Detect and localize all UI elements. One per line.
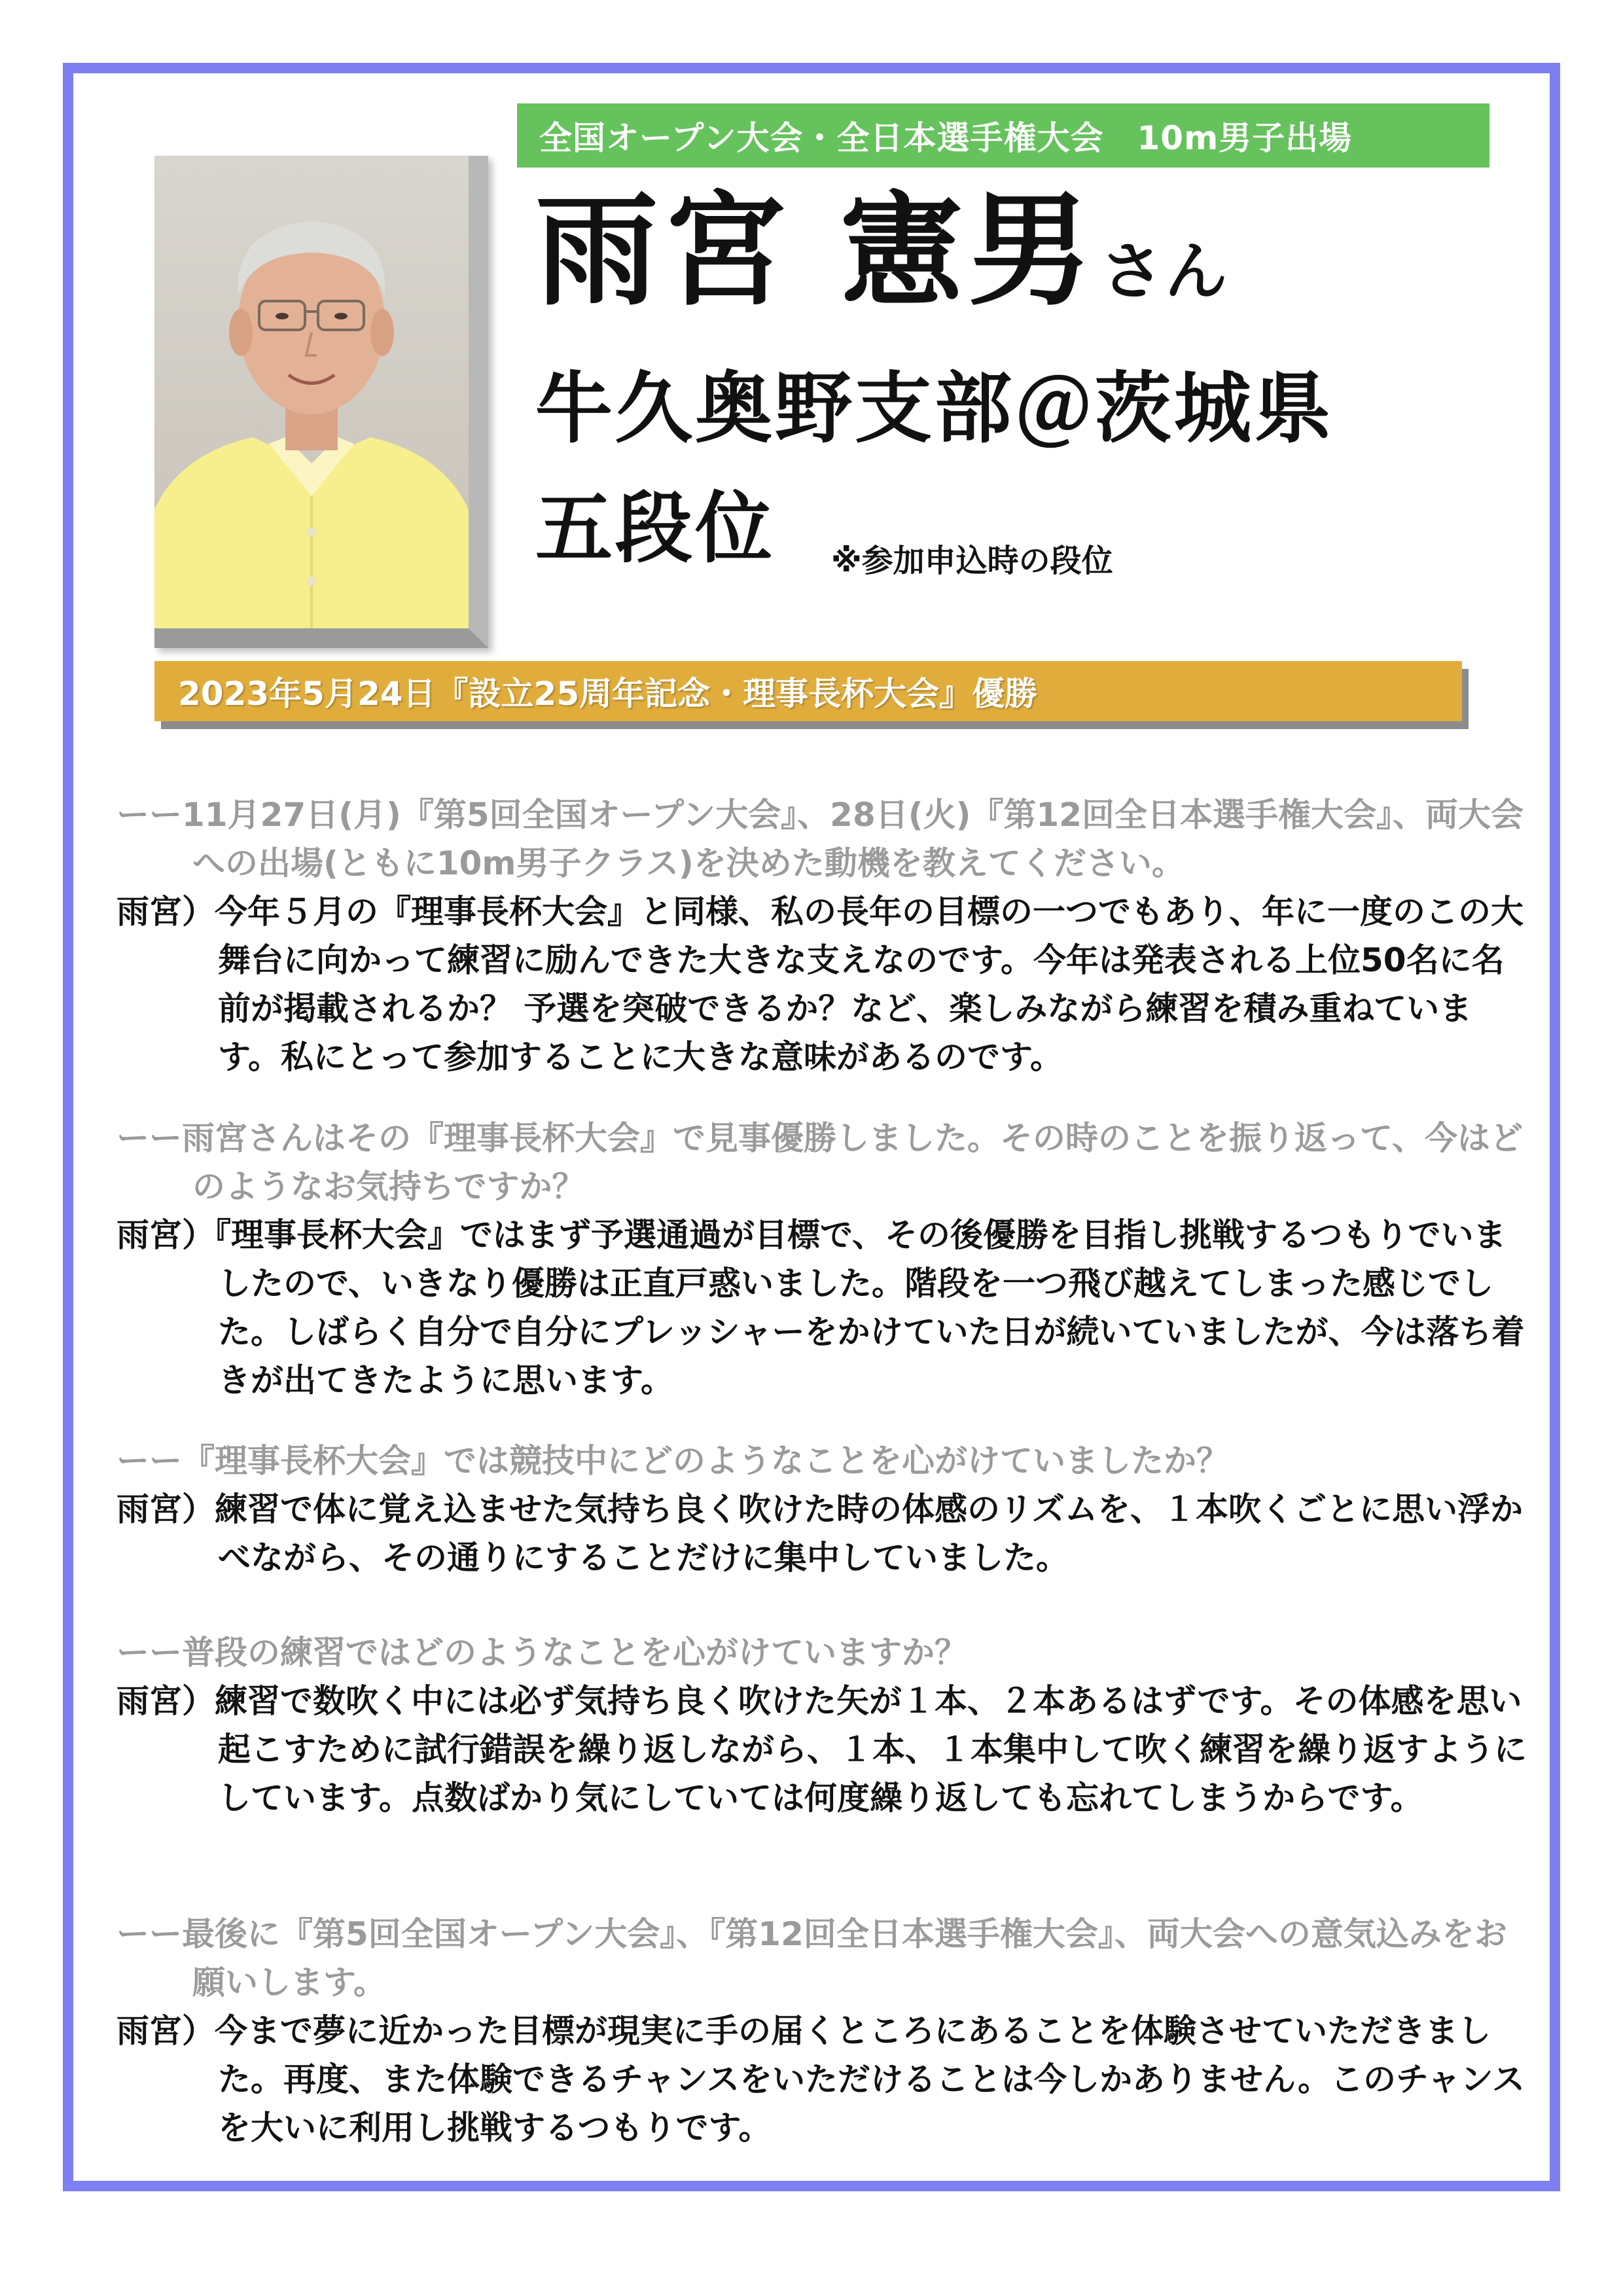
portrait-photo	[154, 156, 488, 648]
branch-location: 牛久奥野支部＠茨城県	[535, 363, 1334, 454]
qa-block	[116, 1910, 1530, 2152]
qa-block	[116, 1628, 1530, 1822]
person-name-text: 雨宮 憲男	[535, 179, 1097, 323]
interview-answer: 雨宮）『理事長杯大会』ではまず予選通過が目標で、その後優勝を目指し挑戦するつもりでいましたので、いきなり優勝は正直戸惑いました。階段を一つ飛び越えてしまった感じでした。しばらく自分で自分にプレッシャーをかけていた日が続いていましたが、今は落ち着きが出てきたように思います。	[116, 1216, 1525, 1399]
person-name	[535, 179, 1229, 323]
interview-answer: 雨宮）練習で数吹く中には必ず気持ち良く吹けた矢が１本、２本あるはずです。その体感を思い起こすために試行錯誤を繰り返しながら、１本、１本集中して吹く練習を繰り返すようにしています。点数ばかり気にしていては何度繰り返しても忘れてしまうからです。	[116, 1682, 1527, 1817]
qa-block	[116, 791, 1530, 1081]
interview-answer: 雨宮）今まで夢に近かった目標が現実に手の届くところにあることを体験させていただきました。再度、また体験できるチャンスをいただけることは今しかありません。このチャンスを大いに利用し挑戦するつもりです。	[116, 2012, 1525, 2147]
person-illustration-icon	[154, 156, 469, 628]
interview-question: ーー普段の練習ではどのようなことを心がけていますか？	[116, 1634, 967, 1672]
interview-question: ーー最後に『第5回全国オープン大会』、『第12回全日本選手権大会』、両大会への意気込みをお願いします。	[116, 1915, 1507, 2001]
rank-note: ※参加申込時の段位	[831, 543, 1113, 579]
qa-block	[116, 1437, 1530, 1582]
interview-question: ーー『理事長杯大会』では競技中にどのようなことを心がけていましたか？	[116, 1442, 1229, 1480]
qa-block	[116, 1114, 1530, 1405]
award-banner: 2023年5月24日『設立25周年記念・理事長杯大会』優勝	[154, 661, 1462, 721]
interview-answer: 雨宮）今年５月の『理事長杯大会』と同様、私の長年の目標の一つでもあり、年に一度のこの大舞台に向かって練習に励んできた大きな支えなのです。今年は発表される上位50名に名前が掲載されるか？ 予選を突破できるか？など、楽しみながら練習を積み重ねています。私にとって参加することに大きな意味があるのです。	[116, 893, 1524, 1076]
interview-question: ーー11月27日(月)『第5回全国オープン大会』、28日(火)『第12回全日本選手権大会』、両大会への出場(ともに10m男子クラス)を決めた動機を教えてください。	[116, 796, 1524, 882]
interview-answer: 雨宮）練習で体に覚え込ませた気持ち良く吹けた時の体感のリズムを、１本吹くごとに思い浮かべながら、その通りにすることだけに集中していました。	[116, 1490, 1523, 1577]
interview-question: ーー雨宮さんはその『理事長杯大会』で見事優勝しました。その時のことを振り返って、今はどのようなお気持ちですか？	[116, 1119, 1523, 1206]
honorific: さん	[1100, 235, 1229, 308]
rank-title: 五段位	[535, 483, 776, 573]
event-badge: 全国オープン大会・全日本選手権大会 10m男子出場	[517, 103, 1489, 168]
